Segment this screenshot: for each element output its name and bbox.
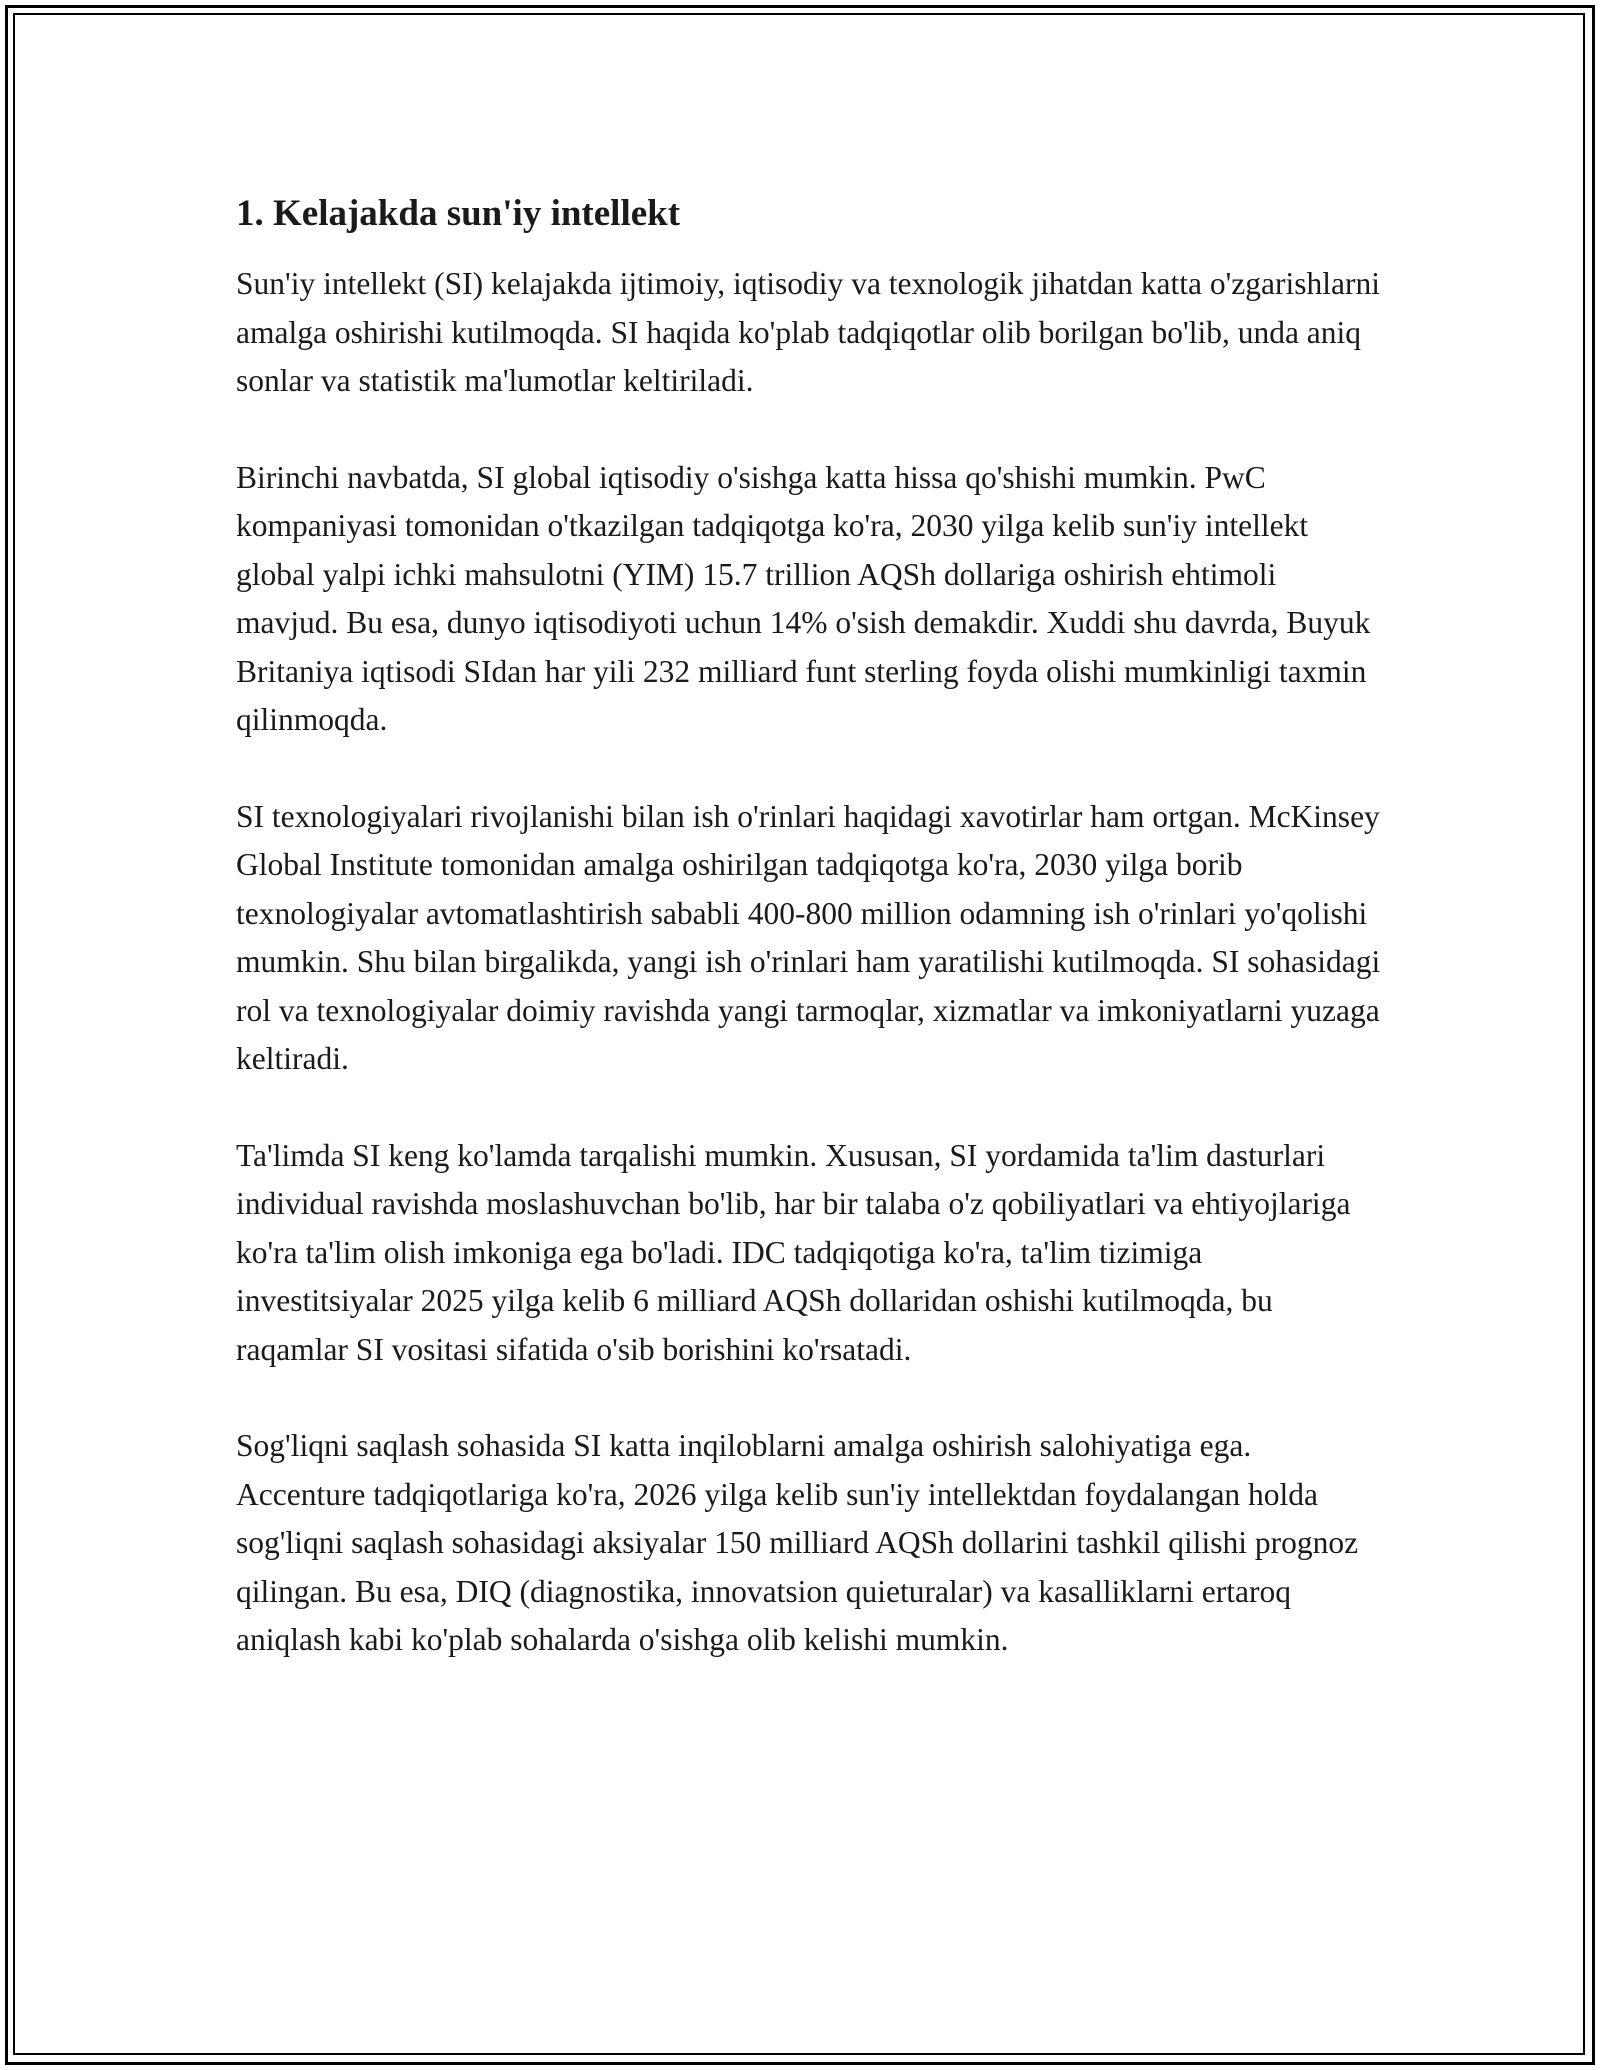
paragraph-intro: Sun'iy intellekt (SI) kelajakda ijtimoiy, iqtisodiy va texnologik jihatdan katta o'zgarishlarni amalga oshirishi kutilmoqda. SI haqida ko'plab tadqiqotlar olib borilgan bo'lib, unda aniq sonlar va statistik ma'lumotlar keltiriladi. (236, 266, 1380, 398)
paragraph-healthcare: Sog'liqni saqlash sohasida SI katta inqiloblarni amalga oshirish salohiyatiga ega. Accenture tadqiqotlariga ko'ra, 2026 yilga kelib sun'iy intellektdan foydalangan holda sog'liqni saqlash sohasidagi aksiyalar 150 milliard AQSh dollarini tashkil qilishi prognoz qilingan. Bu esa, DIQ (diagnostika, innovatsion quieturalar) va kasalliklarni ertaroq aniqlash kabi ko'plab sohalarda o'sishga olib kelishi mumkin. (236, 1428, 1359, 1657)
section-heading: 1. Kelajakda sun'iy intellekt (236, 193, 681, 234)
paragraph-economy: Birinchi navbatda, SI global iqtisodiy o'sishga katta hissa qo'shishi mumkin. PwC kompaniyasi tomonidan o'tkazilgan tadqiqotga ko'ra, 2030 yilga kelib sun'iy intellekt global yalpi ichki mahsulotni (YIM) 15.7 trillion AQSh dollariga oshirish ehtimoli mavjud. Bu esa, dunyo iqtisodiyoti uchun 14% o'sish demakdir. Xuddi shu davrda, Buyuk Britaniya iqtisodi SIdan har yili 232 milliard funt sterling foyda olishi mumkinligi taxmin qilinmoqda. (236, 459, 1371, 737)
document-body (236, 188, 1386, 1665)
paragraph-education: Ta'limda SI keng ko'lamda tarqalishi mumkin. Xususan, SI yordamida ta'lim dasturlari individual ravishda moslashuvchan bo'lib, har bir talaba o'z qobiliyatlari va ehtiyojlariga ko'ra ta'lim olish imkoniga ega bo'ladi. IDC tadqiqotiga ko'ra, ta'lim tizimiga investitsiyalar 2025 yilga kelib 6 milliard AQSh dollaridan oshishi kutilmoqda, bu raqamlar SI vositasi sifatida o'sib borishini ko'rsatadi. (236, 1137, 1351, 1367)
paragraph-jobs: SI texnologiyalari rivojlanishi bilan ish o'rinlari haqidagi xavotirlar ham ortgan. McKinsey Global Institute tomonidan amalga oshirilgan tadqiqotga ko'ra, 2030 yilga borib texnologiyalar avtomatlashtirish sababli 400-800 million odamning ish o'rinlari yo'qolishi mumkin. Shu bilan birgalikda, yangi ish o'rinlari ham yaratilishi kutilmoqda. SI sohasidagi rol va texnologiyalar doimiy ravishda yangi tarmoqlar, xizmatlar va imkoniyatlarni yuzaga keltiradi. (236, 798, 1381, 1076)
